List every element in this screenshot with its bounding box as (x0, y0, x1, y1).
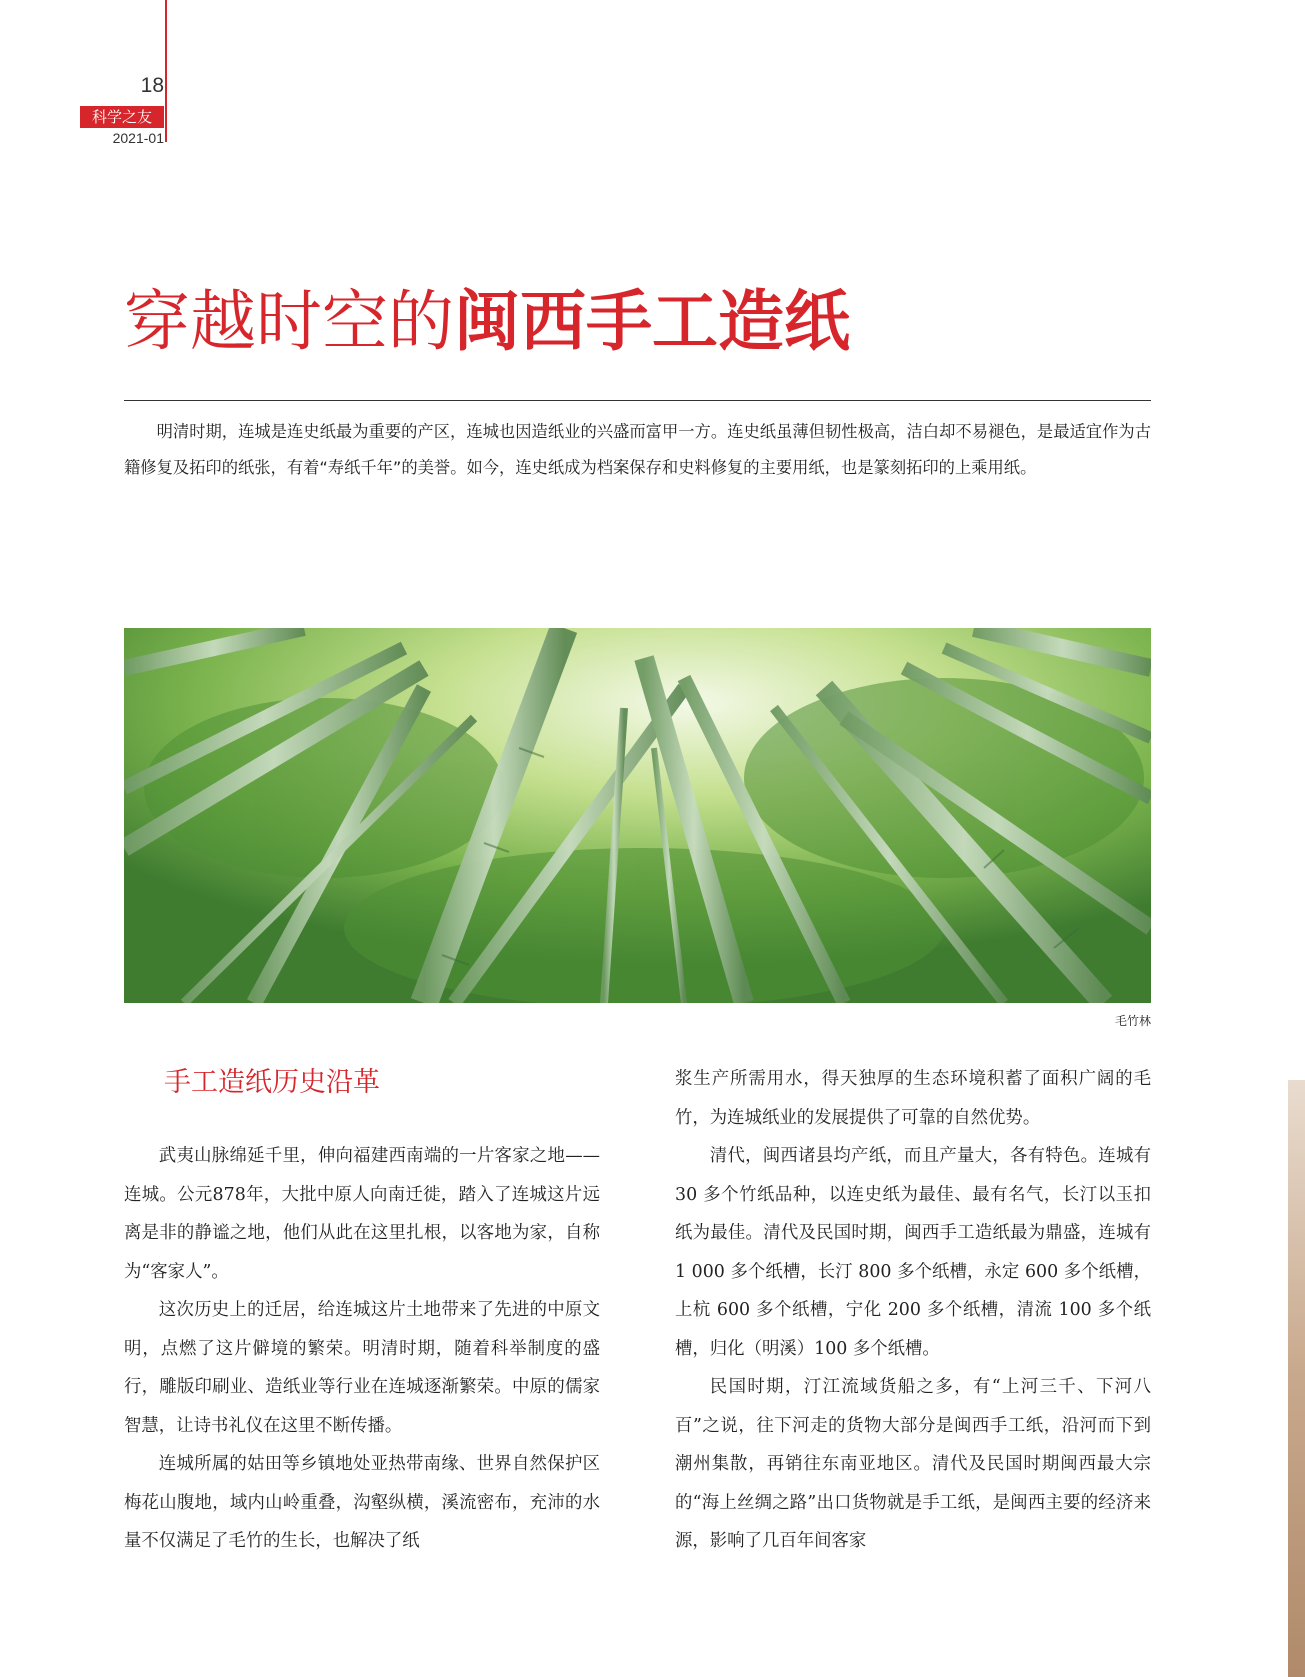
body-paragraph: 这次历史上的迁居，给连城这片土地带来了先进的中原文明，点燃了这片僻境的繁荣。明清时期，随着科举制度的盛行，雕版印刷业、造纸业等行业在连城逐渐繁荣。中原的儒家智慧，让诗书礼仪在这里不断传播。 (124, 1300, 600, 1436)
header-rule (165, 0, 167, 142)
title-divider (124, 400, 1151, 401)
body-paragraph: 民国时期，汀江流域货船之多，有“上河三千、下河八百”之说，往下河走的货物大部分是闽西手工纸，沿河而下到潮州集散，再销往东南亚地区。清代及民国时期闽西最大宗的“海上丝绸之路”出口货物就是手工纸，是闽西主要的经济来源，影响了几百年间客家 (675, 1377, 1151, 1551)
body-paragraph: 武夷山脉绵延千里，伸向福建西南端的一片客家之地——连城。公元878年，大批中原人向南迁徙，踏入了连城这片远离是非的静谧之地，他们从此在这里扎根，以客地为家，自称为“客家人”。 (124, 1146, 600, 1282)
section-heading: 手工造纸历史沿革 (164, 1067, 380, 1098)
photo-caption: 毛竹林 (1114, 1014, 1151, 1028)
adjacent-page-edge (1288, 1080, 1305, 1677)
right-column (675, 1060, 1151, 1561)
page-number: 18 (140, 74, 164, 97)
intro-paragraph: 明清时期，连城是连史纸最为重要的产区，连城也因造纸业的兴盛而富甲一方。连史纸虽薄但韧性极高，洁白却不易褪色，是最适宜作为古籍修复及拓印的纸张，有着“寿纸千年”的美誉。如今，连史纸成为档案保存和史料修复的主要用纸，也是篆刻拓印的上乘用纸。 (124, 422, 1151, 477)
bamboo-forest-photo (124, 628, 1151, 1003)
body-paragraph: 清代，闽西诸县均产纸，而且产量大，各有特色。连城有 30 多个竹纸品种，以连史纸为最佳、最有名气，长汀以玉扣纸为最佳。清代及民国时期，闽西手工造纸最为鼎盛，连城有 1 000 多个纸槽，长汀 800 多个纸槽，永定 600 多个纸槽，上杭 600 多个纸槽，宁化 200 多个纸槽，清流 100 多个纸槽，归化（明溪）100 多个纸槽。 (675, 1146, 1151, 1359)
issue-date: 2021-01 (112, 130, 164, 146)
body-paragraph: 连城所属的姑田等乡镇地处亚热带南缘、世界自然保护区梅花山腹地，域内山岭重叠，沟壑纵横，溪流密布，充沛的水量不仅满足了毛竹的生长，也解决了纸 (124, 1454, 600, 1551)
left-column (124, 1137, 600, 1561)
magazine-badge: 科学之友 (80, 106, 164, 128)
article-title (124, 282, 850, 362)
title-part-light: 穿越时空的 (124, 283, 454, 360)
body-paragraph-continued: 浆生产所需用水，得天独厚的生态环境积蓄了面积广阔的毛竹，为连城纸业的发展提供了可靠的自然优势。 (675, 1069, 1151, 1128)
title-part-bold: 闽西手工造纸 (454, 283, 850, 360)
